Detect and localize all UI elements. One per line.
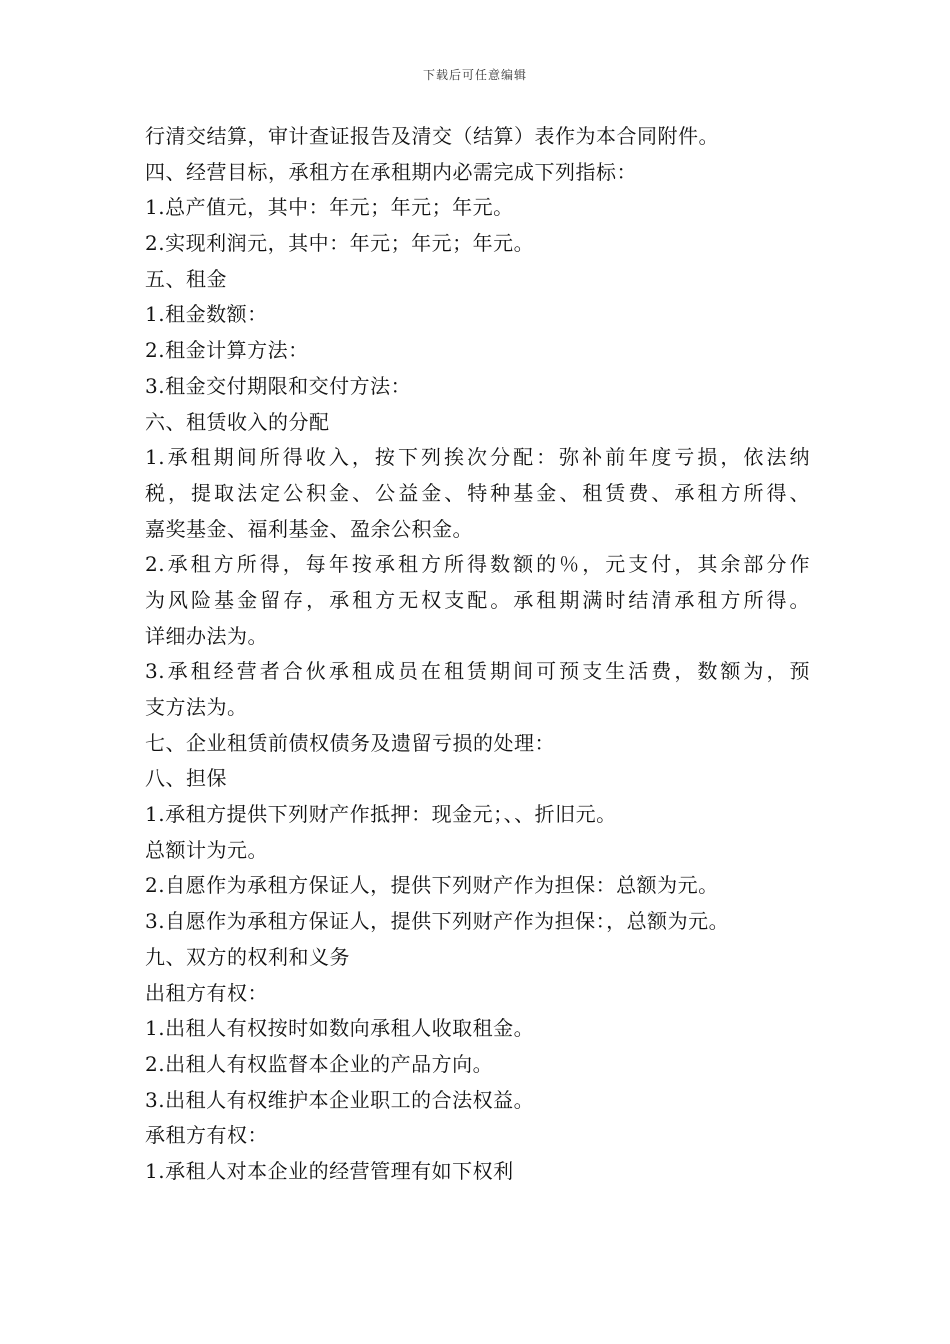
document-line: 五、租金 <box>145 266 227 291</box>
document-line: 2.出租人有权监督本企业的产品方向。 <box>145 1051 494 1076</box>
document-line: 九、双方的权利和义务 <box>145 944 350 969</box>
document-line: 总额计为元。 <box>145 837 268 862</box>
document-line: 六、租赁收入的分配 <box>145 409 330 434</box>
document-line: 2.租金计算方法： <box>145 338 309 363</box>
document-line: 详细办法为。 <box>145 623 268 648</box>
document-line: 1.承租人对本企业的经营管理有如下权利 <box>145 1158 514 1183</box>
document-line: 八、担保 <box>145 766 227 791</box>
document-line: 税，提取法定公积金、公益金、特种基金、租赁费、承租方所得、 <box>145 480 810 505</box>
document-line: 行清交结算，审计查证报告及清交（结算）表作为本合同附件。 <box>145 124 719 148</box>
document-line: 为风险基金留存，承租方无权支配。承租期满时结清承租方所得。 <box>145 587 810 612</box>
document-line: 出租方有权： <box>145 980 268 1005</box>
document-line: 3.租金交付期限和交付方法： <box>145 373 412 398</box>
document-line: 2.自愿作为承租方保证人，提供下列财产作为担保：总额为元。 <box>145 873 719 898</box>
document-line: 1.总产值元，其中：年元；年元；年元。 <box>145 195 514 220</box>
document-line: 1.承租方提供下列财产作抵押：现金元；、、折旧元。 <box>145 802 617 827</box>
document-line: 1.承租期间所得收入，按下列挨次分配：弥补前年度亏损，依法纳 <box>145 445 810 470</box>
document-line: 1.出租人有权按时如数向承租人收取租金。 <box>145 1016 535 1041</box>
page-header: 下载后可任意编辑 <box>422 68 527 82</box>
document-line: 2.承租方所得，每年按承租方所得数额的％，元支付，其余部分作 <box>145 552 810 577</box>
document-line: 3.出租人有权维护本企业职工的合法权益。 <box>145 1087 535 1112</box>
document-line: 3.承租经营者合伙承租成员在租赁期间可预支生活费，数额为，预 <box>145 659 810 684</box>
document-line: 支方法为。 <box>145 695 248 719</box>
document-line: 嘉奖基金、福利基金、盈余公积金。 <box>145 516 473 541</box>
document-line: 2.实现利润元，其中：年元；年元；年元。 <box>145 231 535 256</box>
document-line: 承租方有权： <box>145 1123 268 1148</box>
document-line: 七、企业租赁前债权债务及遗留亏损的处理： <box>145 730 555 755</box>
document-line: 四、经营目标，承租方在承租期内必需完成下列指标： <box>145 159 637 184</box>
document-line: 1.租金数额： <box>145 302 268 327</box>
document-body <box>145 119 810 1190</box>
document-line: 3.自愿作为承租方保证人，提供下列财产作为担保：，总额为元。 <box>145 909 730 934</box>
